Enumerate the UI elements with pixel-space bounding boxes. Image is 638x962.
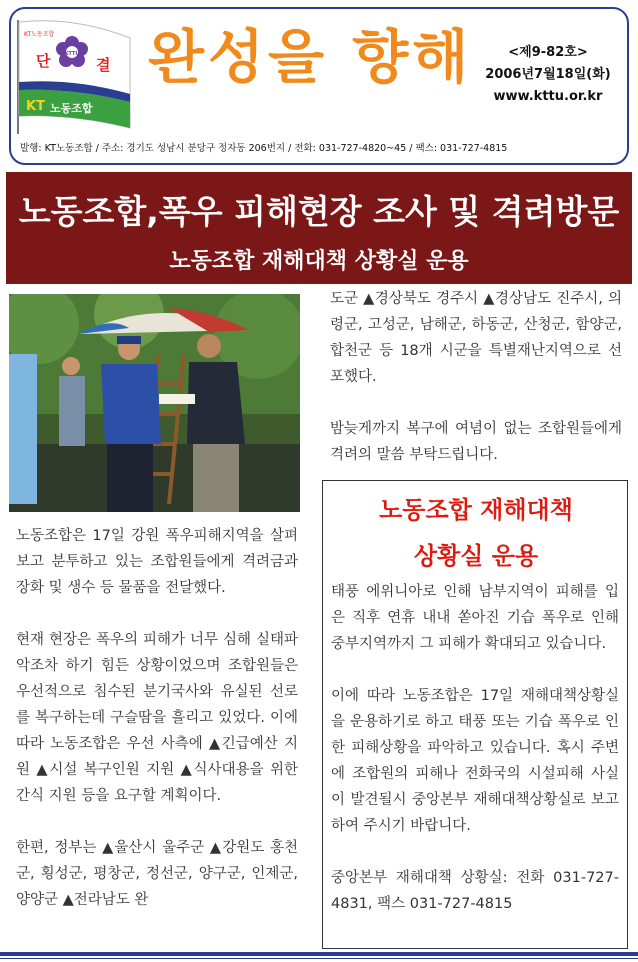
emblem-label: KTTU <box>64 51 80 57</box>
issue-info <box>474 42 622 108</box>
flag-corner-label: KT노동조합 <box>24 31 55 38</box>
headline: 노동조합,폭우 피해현장 조사 및 격려방문 <box>18 192 620 231</box>
website-link[interactable]: www.kttu.or.kr <box>493 89 603 104</box>
flag-stripe-union: 노동조합 <box>50 102 93 115</box>
sidebox-paragraph: 태풍 에위니아로 인해 남부지역이 피해를 입은 직후 연휴 내내 쏟아진 기습 폭우로 인해 중부지역까지 그 피해가 확대되고 있습니다. <box>331 584 619 652</box>
flag-char-right: 결 <box>96 56 111 74</box>
article-paragraph: 노동조합은 17일 강원 폭우피해지역을 살펴보고 분투하고 있는 조합원들에게 격려금과 장화 및 생수 등 물품을 전달했다. <box>16 528 298 596</box>
article-paragraph: 밤늦게까지 복구에 여념이 없는 조합원들에게 격려의 말씀 부탁드립니다. <box>330 421 622 463</box>
newsletter-title: 완성을 향해 <box>148 23 473 91</box>
footer-rule <box>0 952 638 956</box>
sidebox-title-line: 상황실 운용 <box>413 542 539 570</box>
article-right-column <box>330 286 622 494</box>
site-visit-photo <box>9 294 300 512</box>
footer-rule-thin <box>0 958 638 959</box>
article-left-column <box>16 523 298 939</box>
flag-stripe-kt: KT <box>26 99 45 114</box>
union-flag-logo <box>14 18 132 136</box>
flag-char-left: 단 <box>36 52 51 70</box>
headline-banner <box>6 172 632 284</box>
disaster-response-box <box>322 480 628 949</box>
sidebox-paragraph: 이에 따라 노동조합은 17일 재해대책상황실을 운용하기로 하고 태풍 또는 기습 폭우로 인한 피해상황을 파악하고 있습니다. 혹시 주변에 조합원의 피해나 전화국의 시설피해 사실이 발견될시 중앙본부 재해대책상황실로 보고하여 주시기 바랍니다. <box>331 688 619 834</box>
sidebox-body <box>331 579 619 943</box>
subheadline: 노동조합 재해대책 상황실 운용 <box>169 249 469 274</box>
article-paragraph: 도군 ▲경상북도 경주시 ▲경상남도 진주시, 의령군, 고성군, 남해군, 하동군, 산청군, 함양군, 합천군 등 18개 시군을 특별재난지역으로 선포했다. <box>330 291 622 385</box>
article-paragraph: 한편, 정부는 ▲울산시 울주군 ▲강원도 홍천군, 횡성군, 평창군, 정선군, 양구군, 인제군, 양양군 ▲전라남도 완 <box>16 840 298 908</box>
article-paragraph: 현재 현장은 폭우의 피해가 너무 심해 실태파악조차 하기 힘든 상황이었으며 조합원들은 우선적으로 침수된 분기국사와 유실된 선로를 복구하는데 구슬땀을 흘리고 있었다. 이에 따라 노동조합은 우선 사측에 ▲긴급예산 지원 ▲시설 복구인원 지원 ▲식사대용을 위한 간식 지원 등을 요구할 계획이다. <box>16 632 298 804</box>
sidebox-title-line: 노동조합 재해대책 <box>379 496 573 524</box>
sidebox-paragraph: 중앙본부 재해대책 상황실: 전화 031-727-4831, 팩스 031-727-4815 <box>331 870 619 912</box>
sidebox-title <box>323 487 629 579</box>
publisher-info: 발행: KT노동조합 / 주소: 경기도 성남시 분당구 정자동 206번지 / 전화: 031-727-4820~45 / 팩스: 031-727-4815 <box>20 143 508 154</box>
issue-number: <제9-82호> <box>508 45 588 60</box>
issue-date: 2006년7월18일(화) <box>485 67 611 82</box>
